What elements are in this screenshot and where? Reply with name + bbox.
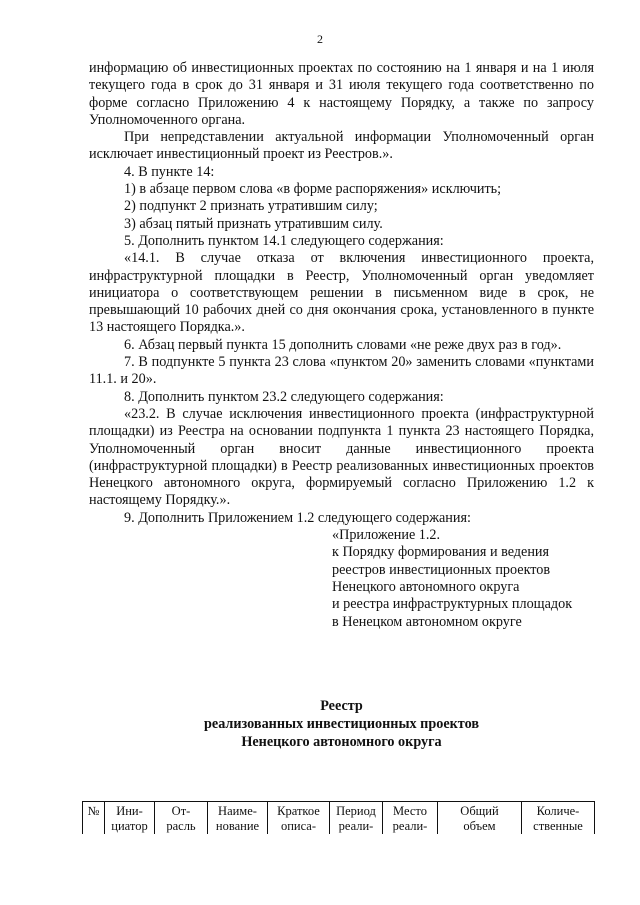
paragraph-5: 2) подпункт 2 признать утратившим силу;	[124, 198, 378, 215]
paragraph-4: 1) в абзаце первом слова «в форме распоряжения» исключить;	[124, 181, 502, 198]
document-body	[89, 60, 594, 751]
paragraph-8: «14.1. В случае отказа от включения инвестиционного проекта, инфраструктурной площадки в Реестр, Уполномоченный орган уведомляет инициатора о соответствующем решении в письменном виде в срок, не превышающий 10 рабочих дней со дня окончания срока, установленного в пункте 13 настоящего Порядка.».	[89, 250, 594, 336]
appendix-line: Ненецкого автономного округа	[332, 578, 520, 595]
appendix-line: в Ненецком автономном округе	[332, 613, 522, 630]
paragraph-2: При непредставлении актуальной информации Уполномоченный орган исключает инвестиционный проект из Реестров.».	[89, 129, 594, 163]
appendix-line: и реестра инфраструктурных площадок	[332, 596, 573, 613]
appendix-line: реестров инвестиционных проектов	[332, 561, 551, 578]
table-header-row	[83, 802, 595, 835]
registry-title-line: Реестр	[320, 697, 363, 714]
paragraph-6: 3) абзац пятый признать утратившим силу.	[124, 215, 383, 232]
paragraph-10: 7. В подпункте 5 пункта 23 слова «пунктом 20» заменить словами «пунктами 11.1. и 20».	[89, 354, 594, 388]
registry-title-line: реализованных инвестиционных проектов	[204, 715, 479, 732]
paragraph-3: 4. В пункте 14:	[124, 163, 215, 180]
appendix-line: к Порядку формирования и ведения	[332, 544, 550, 561]
paragraph-7: 5. Дополнить пунктом 14.1 следующего содержания:	[124, 232, 444, 249]
paragraph-11: 8. Дополнить пунктом 23.2 следующего содержания:	[124, 388, 444, 405]
table-header-cell: Количе- ственные	[522, 802, 595, 835]
table-header-cell: Место реали-	[383, 802, 438, 835]
paragraph-1: информацию об инвестиционных проектах по состоянию на 1 января и на 1 июля текущего года в срок до 31 января и 31 июля текущего года соответственно по форме согласно Приложению 4 к настоящему Порядку, а также по запросу Уполномоченного органа.	[89, 60, 594, 128]
registry-table	[82, 801, 595, 834]
appendix-line: «Приложение 1.2.	[332, 527, 441, 544]
table-header-cell: Период реали-	[330, 802, 383, 835]
page-number: 2	[317, 32, 323, 46]
paragraph-9: 6. Абзац первый пункта 15 дополнить словами «не реже двух раз в год».	[124, 336, 562, 353]
registry-title-line: Ненецкого автономного округа	[241, 733, 442, 750]
table-header-cell: Наиме- нование	[208, 802, 268, 835]
table-header-cell: Общий объем	[438, 802, 522, 835]
table-header-cell: От- расль	[155, 802, 208, 835]
paragraph-12: «23.2. В случае исключения инвестиционного проекта (инфраструктурной площадки) из Реестра на основании подпункта 1 пункта 23 настоящего Порядка, Уполномоченный орган вносит данные инвестиционного проекта (инфраструктурной площадки) в Реестр реализованных инвестиционных проектов Ненецкого автономного округа, формируемый согласно Приложению 1.2 к настоящему Порядку.».	[89, 405, 594, 509]
table-header-cell: Краткое описа-	[268, 802, 330, 835]
registry-title	[89, 697, 594, 751]
table-header-cell: Ини- циатор	[105, 802, 155, 835]
table-header-cell: №	[83, 802, 105, 835]
paragraph-13: 9. Дополнить Приложением 1.2 следующего содержания:	[124, 509, 471, 526]
appendix-reference	[332, 527, 594, 631]
